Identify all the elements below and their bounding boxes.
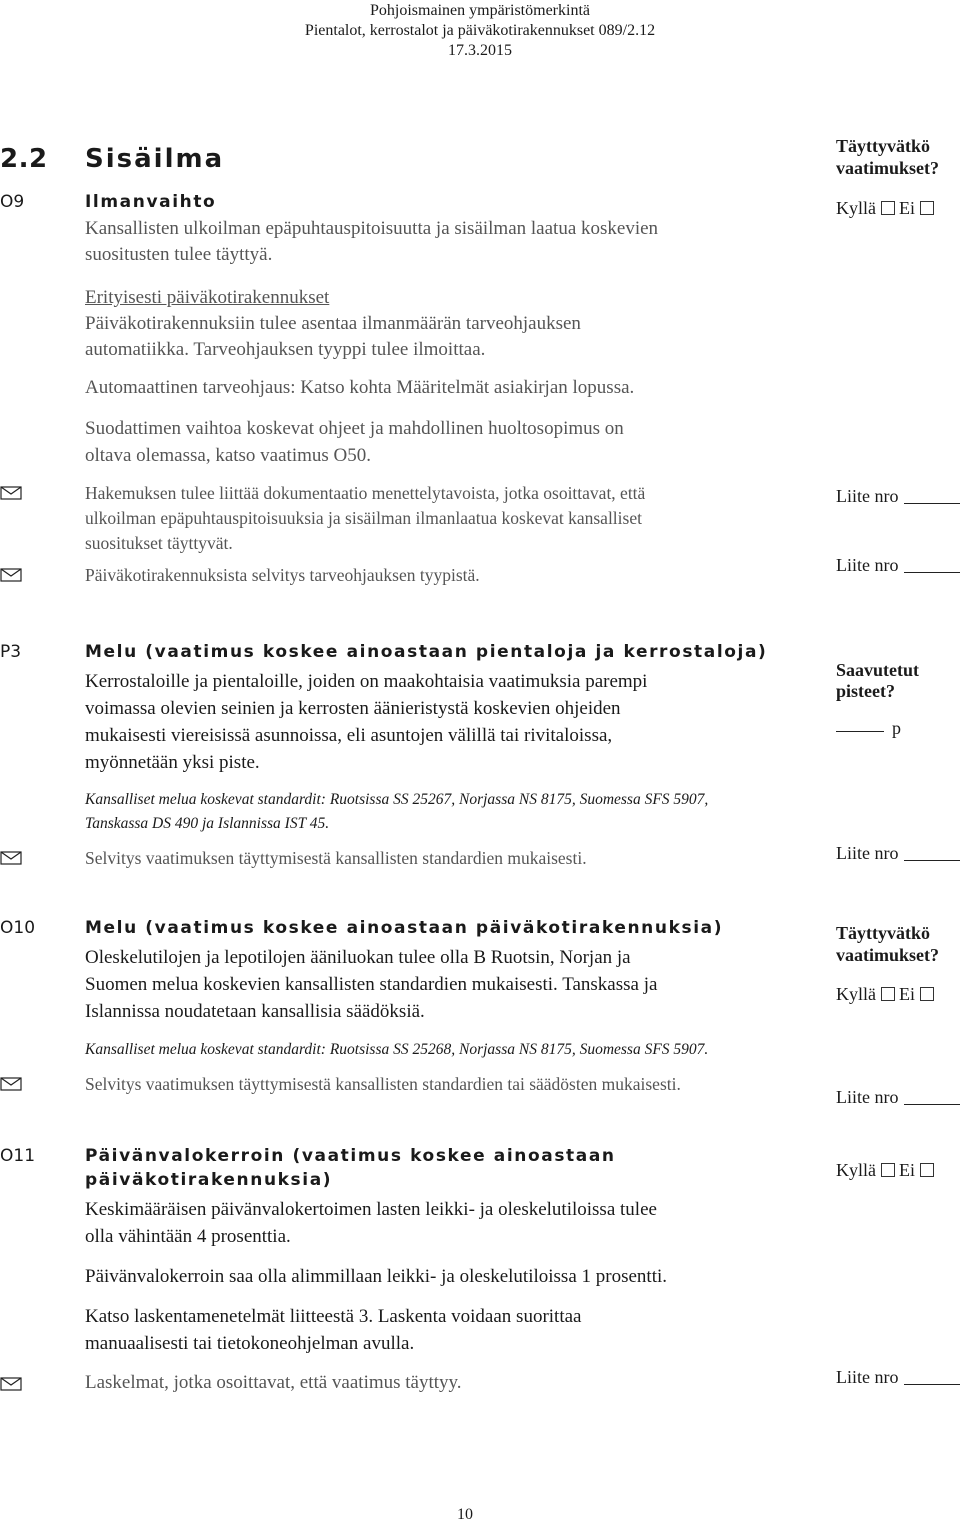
attachment-number-field[interactable]	[904, 1104, 960, 1105]
o9-attachment-1: Liite nro	[836, 486, 960, 507]
no-checkbox[interactable]	[920, 201, 934, 215]
o10-std: Kansalliset melua koskevat standardit: Ruotsissa SS 25268, Norjassa NS 8175, Suomessa SFS 5907.	[85, 1041, 709, 1058]
p3-p1-line3: mukaisesti viereisissä asunnoissa, eli asuntojen välillä tai rivitaloissa,	[85, 725, 613, 746]
o9-p4-line1: Suodattimen vaihtoa koskevat ohjeet ja mahdollinen huoltosopimus on	[85, 418, 624, 439]
o11-p3-line2: manuaalisesti tai tietokoneohjelman avulla.	[85, 1333, 415, 1354]
p3-attachment: Liite nro	[836, 843, 960, 864]
p3-p1-line1: Kerrostaloille ja pientaloille, joiden on maakohtaisia vaatimuksia parempi	[85, 671, 648, 692]
p3-code: P3	[0, 642, 22, 662]
o9-p1-line1: Kansallisten ulkoilman epäpuhtauspitoisuutta ja sisäilman laatua koskevien	[85, 218, 659, 239]
o10-p1-line2: Suomen melua koskevien kansallisten standardien mukaisesti. Tanskassa ja	[85, 974, 658, 995]
envelope-icon	[0, 1077, 22, 1091]
o11-title-line2: päiväkotirakennuksia)	[85, 1170, 333, 1190]
points-input[interactable]	[836, 731, 884, 732]
o10-attachment: Liite nro	[836, 1087, 960, 1108]
envelope-icon	[0, 568, 22, 582]
p3-std-line2: Tanskassa DS 490 ja Islannissa IST 45.	[85, 815, 330, 832]
o10-fulfilled-label: Täyttyvätkö vaatimukset?	[836, 923, 939, 965]
section-number: 2.2	[0, 144, 48, 174]
o9-p3: Automaattinen tarveohjaus: Katso kohta Määritelmät asiakirjan lopussa.	[85, 377, 635, 398]
o10-p1-line3: Islannissa noudatetaan kansallisia säädöksiä.	[85, 1001, 425, 1022]
o10-p1-line1: Oleskelutilojen ja lepotilojen ääniluokan tulee olla B Ruotsin, Norjan ja	[85, 947, 631, 968]
o11-p3-line1: Katso laskentamenetelmät liitteestä 3. Laskenta voidaan suorittaa	[85, 1306, 582, 1327]
o9-title: Ilmanvaihto	[85, 192, 217, 212]
o9-attachment-2: Liite nro	[836, 555, 960, 576]
o9-yes-no: Kyllä Ei	[836, 198, 934, 219]
p3-std-line1: Kansalliset melua koskevat standardit: Ruotsissa SS 25267, Norjassa NS 8175, Suomessa SFS 5907,	[85, 791, 709, 808]
o9-sub-heading: Erityisesti päiväkotirakennukset	[85, 287, 330, 308]
p3-title: Melu (vaatimus koskee ainoastaan pientaloja ja kerrostaloja)	[85, 642, 768, 662]
p3-doc: Selvitys vaatimuksen täyttymisestä kansallisten standardien mukaisesti.	[85, 848, 587, 868]
o11-p1-line1: Keskimääräisen päivänvalokertoimen lasten leikki- ja oleskelutiloissa tulee	[85, 1199, 657, 1220]
yes-checkbox[interactable]	[881, 987, 895, 1001]
p3-p1-line4: myönnetään yksi piste.	[85, 752, 260, 773]
header-date: 17.3.2015	[448, 42, 512, 59]
o11-p2: Päivänvalokerroin saa olla alimmillaan leikki- ja oleskelutiloissa 1 prosentti.	[85, 1266, 667, 1287]
o11-title-line1: Päivänvalokerroin (vaatimus koskee ainoastaan	[85, 1146, 616, 1166]
o10-doc: Selvitys vaatimuksen täyttymisestä kansallisten standardien tai säädösten mukaisesti.	[85, 1074, 681, 1094]
o9-p2-line1: Päiväkotirakennuksiin tulee asentaa ilmanmäärän tarveohjauksen	[85, 313, 581, 334]
attachment-number-field[interactable]	[904, 572, 960, 573]
o9-doc1-line3: suositukset täyttyvät.	[85, 533, 233, 553]
o9-fulfilled-label: Täyttyvätkö vaatimukset?	[836, 136, 939, 178]
o11-code: O11	[0, 1146, 36, 1166]
p3-points-label: Saavutetut pisteet?	[836, 660, 920, 701]
envelope-icon	[0, 486, 22, 500]
header-doc-title: Pientalot, kerrostalot ja päiväkotirakennukset 089/2.12	[304, 22, 656, 39]
o10-title: Melu (vaatimus koskee ainoastaan päiväkotirakennuksia)	[85, 918, 724, 938]
page-number: 10	[457, 1506, 473, 1523]
yes-checkbox[interactable]	[881, 201, 895, 215]
o11-yes-no: Kyllä Ei	[836, 1160, 934, 1181]
p3-points-field: p	[836, 718, 901, 739]
o9-doc2: Päiväkotirakennuksista selvitys tarveohjauksen tyypistä.	[85, 565, 480, 585]
attachment-number-field[interactable]	[904, 503, 960, 504]
p3-p1-line2: voimassa olevien seinien ja kerrosten äänieristystä koskevien ohjeiden	[85, 698, 621, 719]
attachment-number-field[interactable]	[904, 860, 960, 861]
o11-attachment: Liite nro	[836, 1367, 960, 1388]
envelope-icon	[0, 851, 22, 865]
yes-checkbox[interactable]	[881, 1163, 895, 1177]
o9-p2-line2: automatiikka. Tarveohjauksen tyyppi tulee ilmoittaa.	[85, 339, 486, 360]
header-org: Pohjoismainen ympäristömerkintä	[370, 2, 590, 19]
o9-code: O9	[0, 192, 25, 212]
envelope-icon	[0, 1377, 22, 1391]
o9-p1-line2: suositusten tulee täyttyä.	[85, 244, 273, 265]
o10-yes-no: Kyllä Ei	[836, 984, 934, 1005]
o9-p4-line2: oltava olemassa, katso vaatimus O50.	[85, 445, 371, 466]
o9-doc1-line2: ulkoilman epäpuhtauspitoisuuksia ja sisäilman ilmanlaatua koskevat kansalliset	[85, 508, 642, 528]
no-checkbox[interactable]	[920, 987, 934, 1001]
no-checkbox[interactable]	[920, 1163, 934, 1177]
attachment-number-field[interactable]	[904, 1384, 960, 1385]
o10-code: O10	[0, 918, 36, 938]
o9-doc1-line1: Hakemuksen tulee liittää dokumentaatio menettelytavoista, jotka osoittavat, että	[85, 483, 646, 503]
section-title: Sisäilma	[85, 144, 225, 174]
o11-p1-line2: olla vähintään 4 prosenttia.	[85, 1226, 291, 1247]
o11-doc: Laskelmat, jotka osoittavat, että vaatimus täyttyy.	[85, 1372, 462, 1393]
